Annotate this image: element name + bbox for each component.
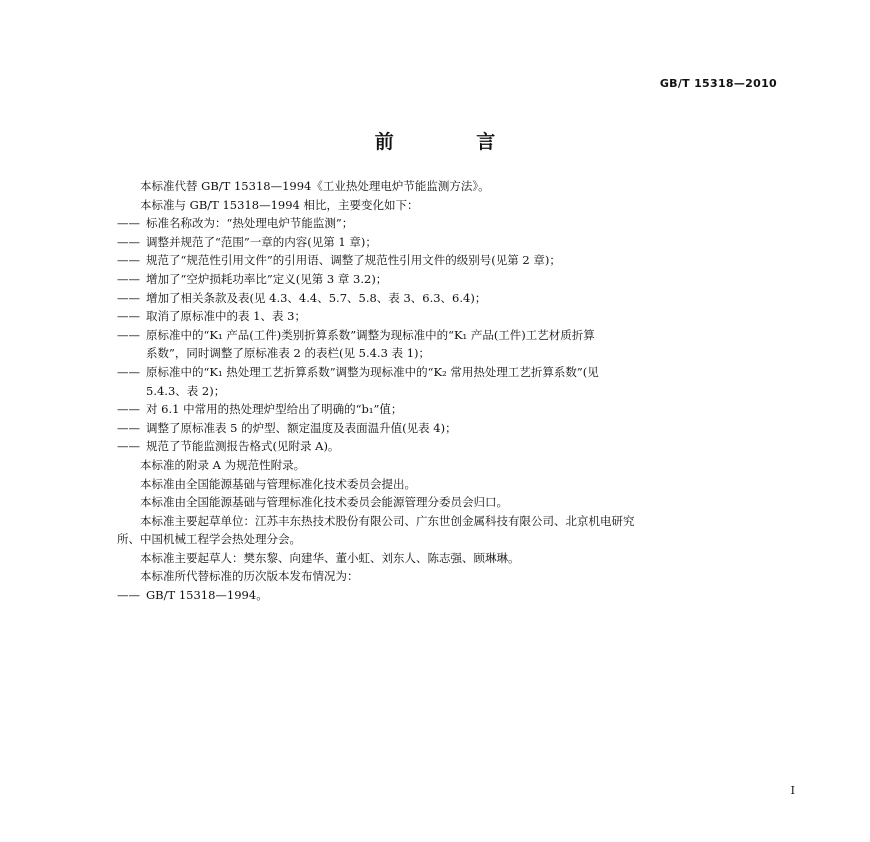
change-item-text: 标准名称改为：“热处理电炉节能监测”； <box>146 216 354 231</box>
change-item <box>117 437 797 456</box>
change-item-text: 规范了节能监测报告格式(见附录 A)。 <box>146 439 340 454</box>
dash-mark: —— <box>117 327 140 342</box>
change-item-text: 取消了原标准中的表 1、表 3； <box>146 309 306 324</box>
change-item-text: 调整了原标准表 5 的炉型、额定温度及表面温升值(见表 4)； <box>146 420 457 435</box>
dash-mark: —— <box>117 402 140 417</box>
change-item-text: 对 6.1 中常用的热处理炉型给出了明确的“b₁”值； <box>146 402 403 417</box>
dash-mark: —— <box>117 234 140 249</box>
change-item-text: 增加了“空炉损耗功率比”定义(见第 3 章 3.2)； <box>146 271 388 286</box>
dash-mark: —— <box>117 420 140 435</box>
change-item <box>117 307 797 326</box>
change-item <box>117 251 797 270</box>
change-item <box>117 326 797 345</box>
change-item-text: 调整并规范了“范围”一章的内容(见第 1 章)； <box>146 234 377 249</box>
dash-mark: —— <box>117 290 140 305</box>
dash-mark: —— <box>117 309 140 324</box>
change-item <box>117 419 797 438</box>
paragraph-continuation: 所、中国机械工程学会热处理分会。 <box>117 532 301 547</box>
change-item-text: 规范了“规范性引用文件”的引用语、调整了规范性引用文件的级别号(见第 2 章)； <box>146 253 561 268</box>
foreword-body <box>117 177 797 605</box>
paragraph: 本标准主要起草人：樊东黎、向建华、董小虹、刘东人、陈志强、顾琳琳。 <box>140 550 520 565</box>
change-item-continuation: 5.4.3、表 2)； <box>146 383 226 398</box>
change-item <box>117 270 797 289</box>
change-item <box>117 586 797 605</box>
change-item <box>117 214 797 233</box>
change-item <box>117 363 797 382</box>
dash-mark: —— <box>117 439 140 454</box>
change-item <box>117 400 797 419</box>
paragraph: 本标准由全国能源基础与管理标准化技术委员会能源管理分委员会归口。 <box>140 495 508 510</box>
paragraph: 本标准由全国能源基础与管理标准化技术委员会提出。 <box>140 476 416 491</box>
paragraph: 本标准所代替标准的历次版本发布情况为： <box>140 569 359 584</box>
change-item-text: 原标准中的“K₁ 产品(工件)类别折算系数”调整为现标准中的“K₁ 产品(工件)工艺材质折算 <box>146 327 595 342</box>
change-item-continuation: 系数”，同时调整了原标准表 2 的表栏(见 5.4.3 表 1)； <box>146 346 431 361</box>
paragraph: 本标准代替 GB/T 15318—1994《工业热处理电炉节能监测方法》。 <box>140 179 490 193</box>
page-number: I <box>790 784 795 797</box>
change-item-text: 增加了相关条款及表(见 4.3、4.4、5.7、5.8、表 3、6.3、6.4)； <box>146 290 487 305</box>
page-title: 前 言 <box>374 131 534 153</box>
change-item <box>117 289 797 308</box>
dash-mark: —— <box>117 271 140 286</box>
standard-code: GB/T 15318—2010 <box>659 77 777 90</box>
dash-mark: —— <box>117 253 140 268</box>
paragraph: 本标准的附录 A 为规范性附录。 <box>140 457 306 472</box>
dash-mark: —— <box>117 364 140 379</box>
dash-mark: —— <box>117 588 140 603</box>
paragraph: 本标准主要起草单位：江苏丰东热技术股份有限公司、广东世创金属科技有限公司、北京机电研究 <box>140 513 635 528</box>
change-item-text: GB/T 15318—1994。 <box>146 588 268 603</box>
paragraph: 本标准与 GB/T 15318—1994 相比，主要变化如下： <box>140 197 419 212</box>
dash-mark: —— <box>117 216 140 231</box>
change-item-text: 原标准中的“K₁ 热处理工艺折算系数”调整为现标准中的“K₂ 常用热处理工艺折算系数”(见 <box>146 364 599 379</box>
change-item <box>117 233 797 252</box>
